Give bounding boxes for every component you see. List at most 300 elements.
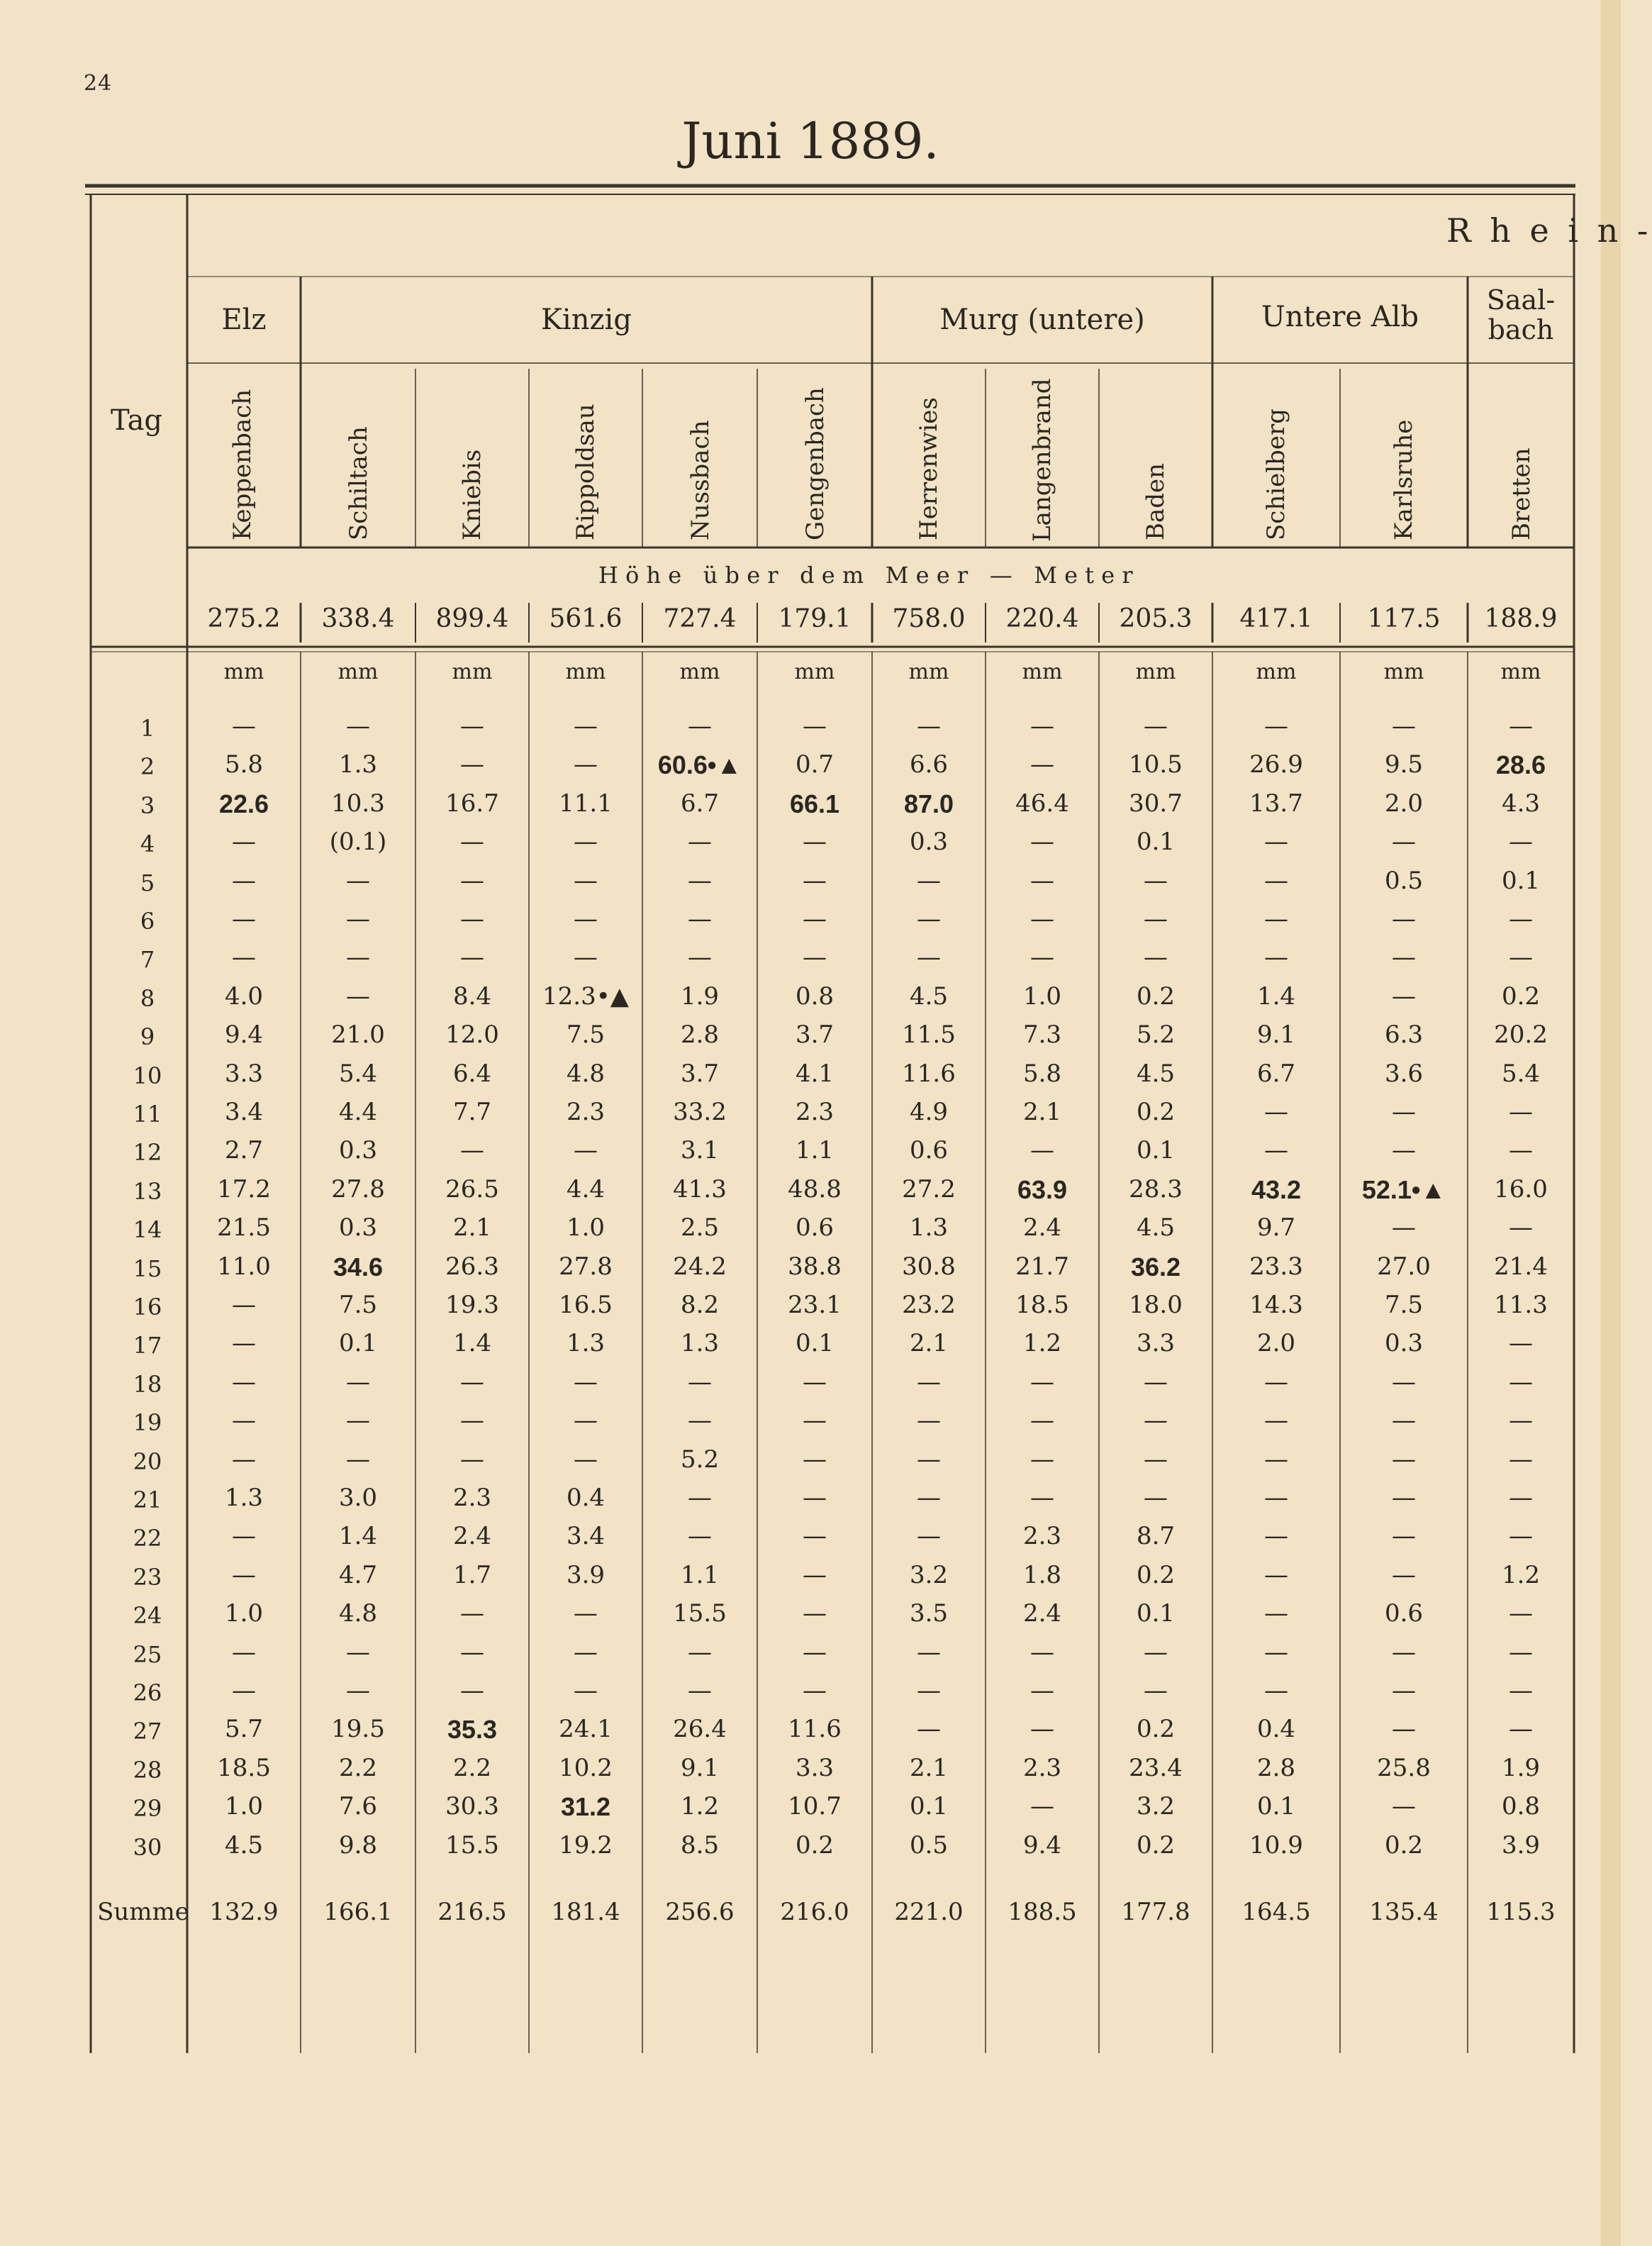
table-cell: — [1144, 943, 1168, 972]
table-cell: — [688, 1406, 712, 1435]
table-cell: 21.0 [331, 1021, 385, 1050]
table-cell: — [1144, 1445, 1168, 1474]
altitude-cell: 220.4 [1005, 604, 1079, 633]
sum-cell: 164.5 [1241, 1898, 1311, 1926]
table-cell: 20.2 [1494, 1021, 1548, 1050]
table-cell: 3.3 [224, 1059, 264, 1088]
table-cell: — [1144, 1367, 1168, 1396]
table-cell: — [1264, 1406, 1288, 1435]
table-cell: 11.6 [902, 1059, 956, 1088]
table-cell: — [1509, 1484, 1533, 1512]
table-cell: — [574, 905, 598, 933]
table-cell: 27.8 [559, 1252, 613, 1281]
sum-cell: 216.0 [780, 1898, 849, 1926]
sum-cell: 216.5 [437, 1898, 507, 1926]
table-cell: — [1509, 943, 1533, 972]
table-cell: — [1392, 1638, 1416, 1667]
table-cell: 8.2 [680, 1291, 720, 1319]
table-cell: — [232, 1367, 256, 1396]
table-cell: — [1392, 1792, 1416, 1821]
table-cell: 3.3 [795, 1753, 835, 1782]
table-cell: 5.4 [338, 1059, 378, 1088]
table-cell: 7.3 [1022, 1021, 1062, 1050]
table-cell: 1.0 [566, 1213, 605, 1242]
station-bretten: Bretten [1507, 447, 1536, 540]
table-cell: — [917, 712, 941, 740]
table-cell: 25.8 [1377, 1753, 1431, 1782]
table-cell: — [803, 1445, 827, 1474]
table-cell: 23.4 [1129, 1753, 1183, 1782]
table-cell: 11.3 [1494, 1291, 1548, 1319]
table-cell: — [803, 828, 827, 857]
table-cell: 9.7 [1256, 1213, 1296, 1242]
table-cell: — [232, 1560, 256, 1589]
table-cell: — [574, 750, 598, 779]
station-herrenwies: Herrenwies [915, 397, 943, 540]
unit-cell: mm [565, 660, 606, 684]
day-label: 14 [133, 1216, 162, 1244]
table-cell: 0.2 [1384, 1830, 1424, 1859]
table-cell: 3.9 [1501, 1830, 1541, 1859]
table-cell: — [803, 712, 827, 740]
station-nussbach: Nussbach [686, 420, 715, 540]
table-cell: — [574, 943, 598, 972]
sum-cell: 115.3 [1486, 1898, 1556, 1926]
table-cell: — [1392, 1560, 1416, 1589]
table-cell: 10.7 [788, 1792, 842, 1821]
table-cell: 8.7 [1136, 1522, 1176, 1551]
table-cell: — [1264, 943, 1288, 972]
table-cell: — [1392, 1522, 1416, 1551]
unit-cell: mm [1135, 660, 1176, 684]
table-cell: 2.4 [1022, 1599, 1062, 1628]
altitude-cell: 758.0 [892, 604, 966, 633]
day-label: 13 [133, 1177, 162, 1205]
table-cell: 0.1 [1136, 1599, 1176, 1628]
altitude-cell: 561.6 [549, 604, 623, 633]
table-cell: — [1264, 1445, 1288, 1474]
table-cell: 4.9 [909, 1098, 949, 1126]
table-cell: — [1264, 1484, 1288, 1512]
table-cell: — [346, 905, 370, 933]
table-cell: 34.6 [333, 1252, 384, 1282]
table-cell: — [232, 712, 256, 740]
day-label: 5 [140, 869, 155, 896]
table-cell: 1.3 [566, 1329, 605, 1358]
day-label: 26 [133, 1679, 162, 1706]
table-cell: 2.1 [1022, 1098, 1062, 1126]
table-cell: 15.5 [445, 1830, 499, 1859]
table-cell: 0.1 [1501, 866, 1541, 895]
table-cell: — [1264, 1367, 1288, 1396]
table-cell: 4.8 [566, 1059, 605, 1088]
table-cell: — [917, 1445, 941, 1474]
table-cell: 3.0 [338, 1484, 378, 1512]
table-cell: 1.3 [680, 1329, 720, 1358]
table-cell: — [917, 1484, 941, 1512]
table-cell: 9.4 [1022, 1830, 1062, 1859]
table-cell: 3.4 [566, 1522, 605, 1551]
unit-cell: mm [1022, 660, 1063, 684]
table-cell: — [574, 1445, 598, 1474]
group-untere-alb: Untere Alb [1261, 301, 1419, 333]
sum-cell: 177.8 [1121, 1898, 1190, 1926]
table-cell: — [688, 905, 712, 933]
table-cell: 1.9 [1501, 1753, 1541, 1782]
table-cell: 38.8 [788, 1252, 842, 1281]
table-cell: 36.2 [1130, 1252, 1181, 1282]
table-cell: — [574, 1599, 598, 1628]
table-cell: — [232, 1638, 256, 1667]
station-keppenbach: Keppenbach [228, 389, 257, 540]
table-cell: — [1264, 1522, 1288, 1551]
table-cell: 1.9 [680, 982, 720, 1011]
table-cell: 5.8 [1022, 1059, 1062, 1088]
table-cell: — [1030, 943, 1054, 972]
day-label: 24 [133, 1602, 162, 1630]
table-cell: 1.3 [909, 1213, 949, 1242]
table-cell: — [1509, 1098, 1533, 1126]
table-cell: 1.0 [1022, 982, 1062, 1011]
day-label: 29 [133, 1795, 162, 1823]
table-cell: 12.3•▲ [542, 982, 629, 1011]
day-label: 6 [140, 908, 155, 935]
table-cell: — [574, 1406, 598, 1435]
table-cell: — [1264, 1599, 1288, 1628]
table-cell: — [917, 1522, 941, 1551]
station-langenbrand: Langenbrand [1028, 378, 1056, 542]
table-cell: — [460, 1136, 484, 1165]
table-cell: — [1392, 1406, 1416, 1435]
table-cell: 2.2 [452, 1753, 492, 1782]
table-cell: — [1030, 1792, 1054, 1821]
table-cell: — [346, 1367, 370, 1396]
table-cell: — [803, 1638, 827, 1667]
table-cell: — [574, 828, 598, 857]
table-cell: — [803, 1560, 827, 1589]
table-cell: 66.1 [789, 789, 840, 818]
table-cell: 1.0 [224, 1599, 264, 1628]
table-cell: — [1264, 866, 1288, 895]
day-label: 16 [133, 1294, 162, 1321]
table-cell: 3.5 [909, 1599, 949, 1628]
table-cell: — [346, 1445, 370, 1474]
table-cell: 0.2 [1136, 1560, 1176, 1589]
table-cell: — [1264, 1677, 1288, 1705]
table-cell: 11.5 [902, 1021, 956, 1050]
unit-cell: mm [794, 660, 835, 684]
table-cell: — [1509, 828, 1533, 857]
table-cell: — [1392, 1715, 1416, 1744]
table-cell: — [346, 866, 370, 895]
table-cell: — [232, 905, 256, 933]
table-cell: 1.4 [1256, 982, 1296, 1011]
sum-cell: 135.4 [1369, 1898, 1439, 1926]
table-cell: 5.4 [1501, 1059, 1541, 1088]
table-cell: 2.4 [452, 1522, 492, 1551]
table-cell: — [1144, 866, 1168, 895]
table-cell: 0.5 [1384, 866, 1424, 895]
table-cell: — [232, 828, 256, 857]
table-cell: 21.4 [1494, 1252, 1548, 1281]
table-cell: (0.1) [329, 828, 387, 857]
table-cell: 6.4 [452, 1059, 492, 1088]
table-cell: — [803, 1677, 827, 1705]
unit-cell: mm [452, 660, 493, 684]
table-cell: — [1030, 1136, 1054, 1165]
table-cell: 3.7 [795, 1021, 835, 1050]
table-cell: — [917, 1638, 941, 1667]
table-cell: — [917, 866, 941, 895]
table-cell: — [346, 1638, 370, 1667]
table-cell: 0.7 [795, 750, 835, 779]
table-cell: — [803, 1406, 827, 1435]
table-cell: 3.6 [1384, 1059, 1424, 1088]
table-cell: 0.1 [909, 1792, 949, 1821]
table-cell: 6.6 [909, 750, 949, 779]
table-cell: — [688, 1367, 712, 1396]
tag-header: Tag [111, 404, 163, 437]
day-label: 22 [133, 1525, 162, 1552]
table-cell: 60.6•▲ [657, 750, 742, 780]
table-cell: 11.6 [788, 1715, 842, 1744]
day-label: 27 [133, 1718, 162, 1745]
table-cell: — [460, 828, 484, 857]
day-label: 17 [133, 1332, 162, 1360]
table-cell: 30.8 [902, 1252, 956, 1281]
table-cell: 4.5 [1136, 1059, 1176, 1088]
region-label: R h e i n - [1446, 211, 1652, 250]
table-cell: 23.1 [788, 1291, 842, 1319]
table-cell: — [917, 1406, 941, 1435]
table-cell: — [1509, 1677, 1533, 1705]
table-cell: 3.3 [1136, 1329, 1176, 1358]
table-cell: — [460, 750, 484, 779]
table-cell: 3.1 [680, 1136, 720, 1165]
table-cell: — [574, 712, 598, 740]
table-cell: — [1392, 943, 1416, 972]
table-cell: — [460, 905, 484, 933]
table-cell: — [460, 1445, 484, 1474]
table-cell: — [917, 1367, 941, 1396]
table-cell: 2.7 [224, 1136, 264, 1165]
table-cell: — [803, 1599, 827, 1628]
table-cell: 22.6 [218, 789, 269, 818]
table-cell: 27.0 [1377, 1252, 1431, 1281]
table-cell: 7.7 [452, 1098, 492, 1126]
unit-cell: mm [337, 660, 379, 684]
table-cell: 9.1 [1256, 1021, 1296, 1050]
table-cell: 24.2 [673, 1252, 727, 1281]
table-cell: — [1392, 1677, 1416, 1705]
table-cell: — [1392, 712, 1416, 740]
table-cell: — [574, 1638, 598, 1667]
table-cell: 2.3 [1022, 1753, 1062, 1782]
table-cell: 4.4 [566, 1174, 605, 1203]
table-cell: — [1392, 905, 1416, 933]
table-cell: 10.3 [331, 789, 385, 818]
table-cell: 0.2 [1501, 982, 1541, 1011]
table-cell: 1.2 [1501, 1560, 1541, 1589]
table-cell: 0.5 [909, 1830, 949, 1859]
table-cell: 3.9 [566, 1560, 605, 1589]
day-label: 21 [133, 1486, 162, 1513]
table-cell: 2.0 [1256, 1329, 1296, 1358]
table-cell: — [1509, 905, 1533, 933]
day-label: 18 [133, 1370, 162, 1398]
table-cell: 0.8 [1501, 1792, 1541, 1821]
altitude-cell: 188.9 [1484, 604, 1558, 633]
table-cell: 28.6 [1495, 750, 1546, 780]
table-cell: 2.2 [338, 1753, 378, 1782]
table-cell: — [1030, 712, 1054, 740]
table-cell: — [346, 1406, 370, 1435]
table-cell: 0.2 [1136, 982, 1176, 1011]
table-cell: 33.2 [673, 1098, 727, 1126]
table-cell: 0.1 [1136, 828, 1176, 857]
table-cell: 24.1 [559, 1715, 613, 1744]
table-cell: — [1392, 1098, 1416, 1126]
table-cell: 0.1 [1256, 1792, 1296, 1821]
table-cell: — [460, 1406, 484, 1435]
table-cell: 19.2 [559, 1830, 613, 1859]
table-cell: 46.4 [1015, 789, 1069, 818]
table-cell: 2.8 [680, 1021, 720, 1050]
table-cell: — [688, 828, 712, 857]
table-cell: — [232, 1291, 256, 1319]
table-cell: 0.2 [795, 1830, 835, 1859]
table-cell: 0.2 [1136, 1098, 1176, 1126]
page-number: 24 [84, 71, 113, 96]
table-cell: — [346, 1677, 370, 1705]
table-cell: — [1030, 1715, 1054, 1744]
table-cell: — [1392, 1213, 1416, 1242]
unit-cell: mm [679, 660, 720, 684]
table-cell: 0.6 [909, 1136, 949, 1165]
table-cell: — [1264, 1560, 1288, 1589]
table-cell: — [1392, 982, 1416, 1011]
sum-cell: 166.1 [323, 1898, 393, 1926]
table-cell: 0.1 [795, 1329, 835, 1358]
table-cell: 19.5 [331, 1715, 385, 1744]
table-cell: — [688, 943, 712, 972]
table-cell: — [460, 943, 484, 972]
table-cell: — [232, 1445, 256, 1474]
unit-cell: mm [1256, 660, 1297, 684]
table-cell: 0.3 [338, 1213, 378, 1242]
day-label: 10 [133, 1062, 162, 1089]
table-cell: 0.3 [1384, 1329, 1424, 1358]
table-cell: — [803, 866, 827, 895]
table-cell: 48.8 [788, 1174, 842, 1203]
table-cell: — [688, 1484, 712, 1512]
table-cell: — [917, 943, 941, 972]
table-cell: — [232, 1406, 256, 1435]
table-cell: 4.0 [224, 982, 264, 1011]
table-cell: — [1509, 712, 1533, 740]
table-cell: 21.5 [217, 1213, 271, 1242]
altitude-cell: 117.5 [1367, 604, 1441, 633]
sum-cell: 188.5 [1008, 1898, 1077, 1926]
table-cell: — [1030, 905, 1054, 933]
table-cell: — [1509, 1406, 1533, 1435]
table-cell: 23.2 [902, 1291, 956, 1319]
day-label: 12 [133, 1139, 162, 1167]
station-karlsruhe: Karlsruhe [1390, 419, 1418, 540]
table-cell: 0.6 [1384, 1599, 1424, 1628]
table-cell: — [1509, 1638, 1533, 1667]
station-schiltach: Schiltach [345, 426, 373, 540]
unit-cell: mm [1383, 660, 1424, 684]
table-cell: — [574, 1677, 598, 1705]
table-cell: 5.8 [224, 750, 264, 779]
table-cell: — [1509, 1599, 1533, 1628]
table-cell: — [1509, 1522, 1533, 1551]
table-cell: 1.0 [224, 1792, 264, 1821]
table-cell: 12.0 [445, 1021, 499, 1050]
table-cell: 0.1 [338, 1329, 378, 1358]
day-label: 19 [133, 1409, 162, 1437]
table-cell: 4.3 [1501, 789, 1541, 818]
table-cell: — [1030, 866, 1054, 895]
table-cell: 9.4 [224, 1021, 264, 1050]
table-cell: — [232, 1522, 256, 1551]
table-cell: 2.5 [680, 1213, 720, 1242]
table-cell: — [1144, 905, 1168, 933]
table-cell: — [460, 712, 484, 740]
table-cell: — [460, 866, 484, 895]
table-cell: 7.5 [566, 1021, 605, 1050]
table-cell: 52.1•▲ [1361, 1174, 1446, 1204]
day-label: 15 [133, 1255, 162, 1282]
table-cell: — [232, 943, 256, 972]
table-cell: 21.7 [1015, 1252, 1069, 1281]
table-cell: 9.8 [338, 1830, 378, 1859]
table-cell: — [688, 712, 712, 740]
table-cell: 2.3 [452, 1484, 492, 1512]
table-cell: 4.1 [795, 1059, 835, 1088]
station-gengenbach: Gengenbach [801, 387, 830, 540]
day-label: 8 [140, 984, 155, 1012]
table-cell: 26.5 [445, 1174, 499, 1203]
table-cell: 5.2 [680, 1445, 720, 1474]
table-cell: — [803, 943, 827, 972]
table-cell: 2.8 [1256, 1753, 1296, 1782]
station-baden: Baden [1142, 462, 1170, 540]
table-cell: 2.1 [452, 1213, 492, 1242]
table-cell: 1.8 [1022, 1560, 1062, 1589]
table-cell: 16.0 [1494, 1174, 1548, 1203]
table-cell: 3.7 [680, 1059, 720, 1088]
day-label: 11 [133, 1101, 162, 1128]
table-cell: 13.7 [1249, 789, 1303, 818]
table-cell: 11.1 [559, 789, 613, 818]
day-label: 1 [140, 715, 155, 742]
table-cell: 0.4 [566, 1484, 605, 1512]
table-cell: 4.5 [909, 982, 949, 1011]
table-cell: 27.2 [902, 1174, 956, 1203]
table-cell: 63.9 [1017, 1174, 1068, 1204]
day-label: 25 [133, 1640, 162, 1668]
table-cell: 1.3 [338, 750, 378, 779]
sum-cell: 221.0 [894, 1898, 964, 1926]
altitude-cell: 205.3 [1119, 604, 1193, 633]
table-cell: — [1030, 1445, 1054, 1474]
table-cell: — [1392, 1445, 1416, 1474]
table-cell: 2.4 [1022, 1213, 1062, 1242]
table-cell: 1.4 [452, 1329, 492, 1358]
table-cell: 27.8 [331, 1174, 385, 1203]
